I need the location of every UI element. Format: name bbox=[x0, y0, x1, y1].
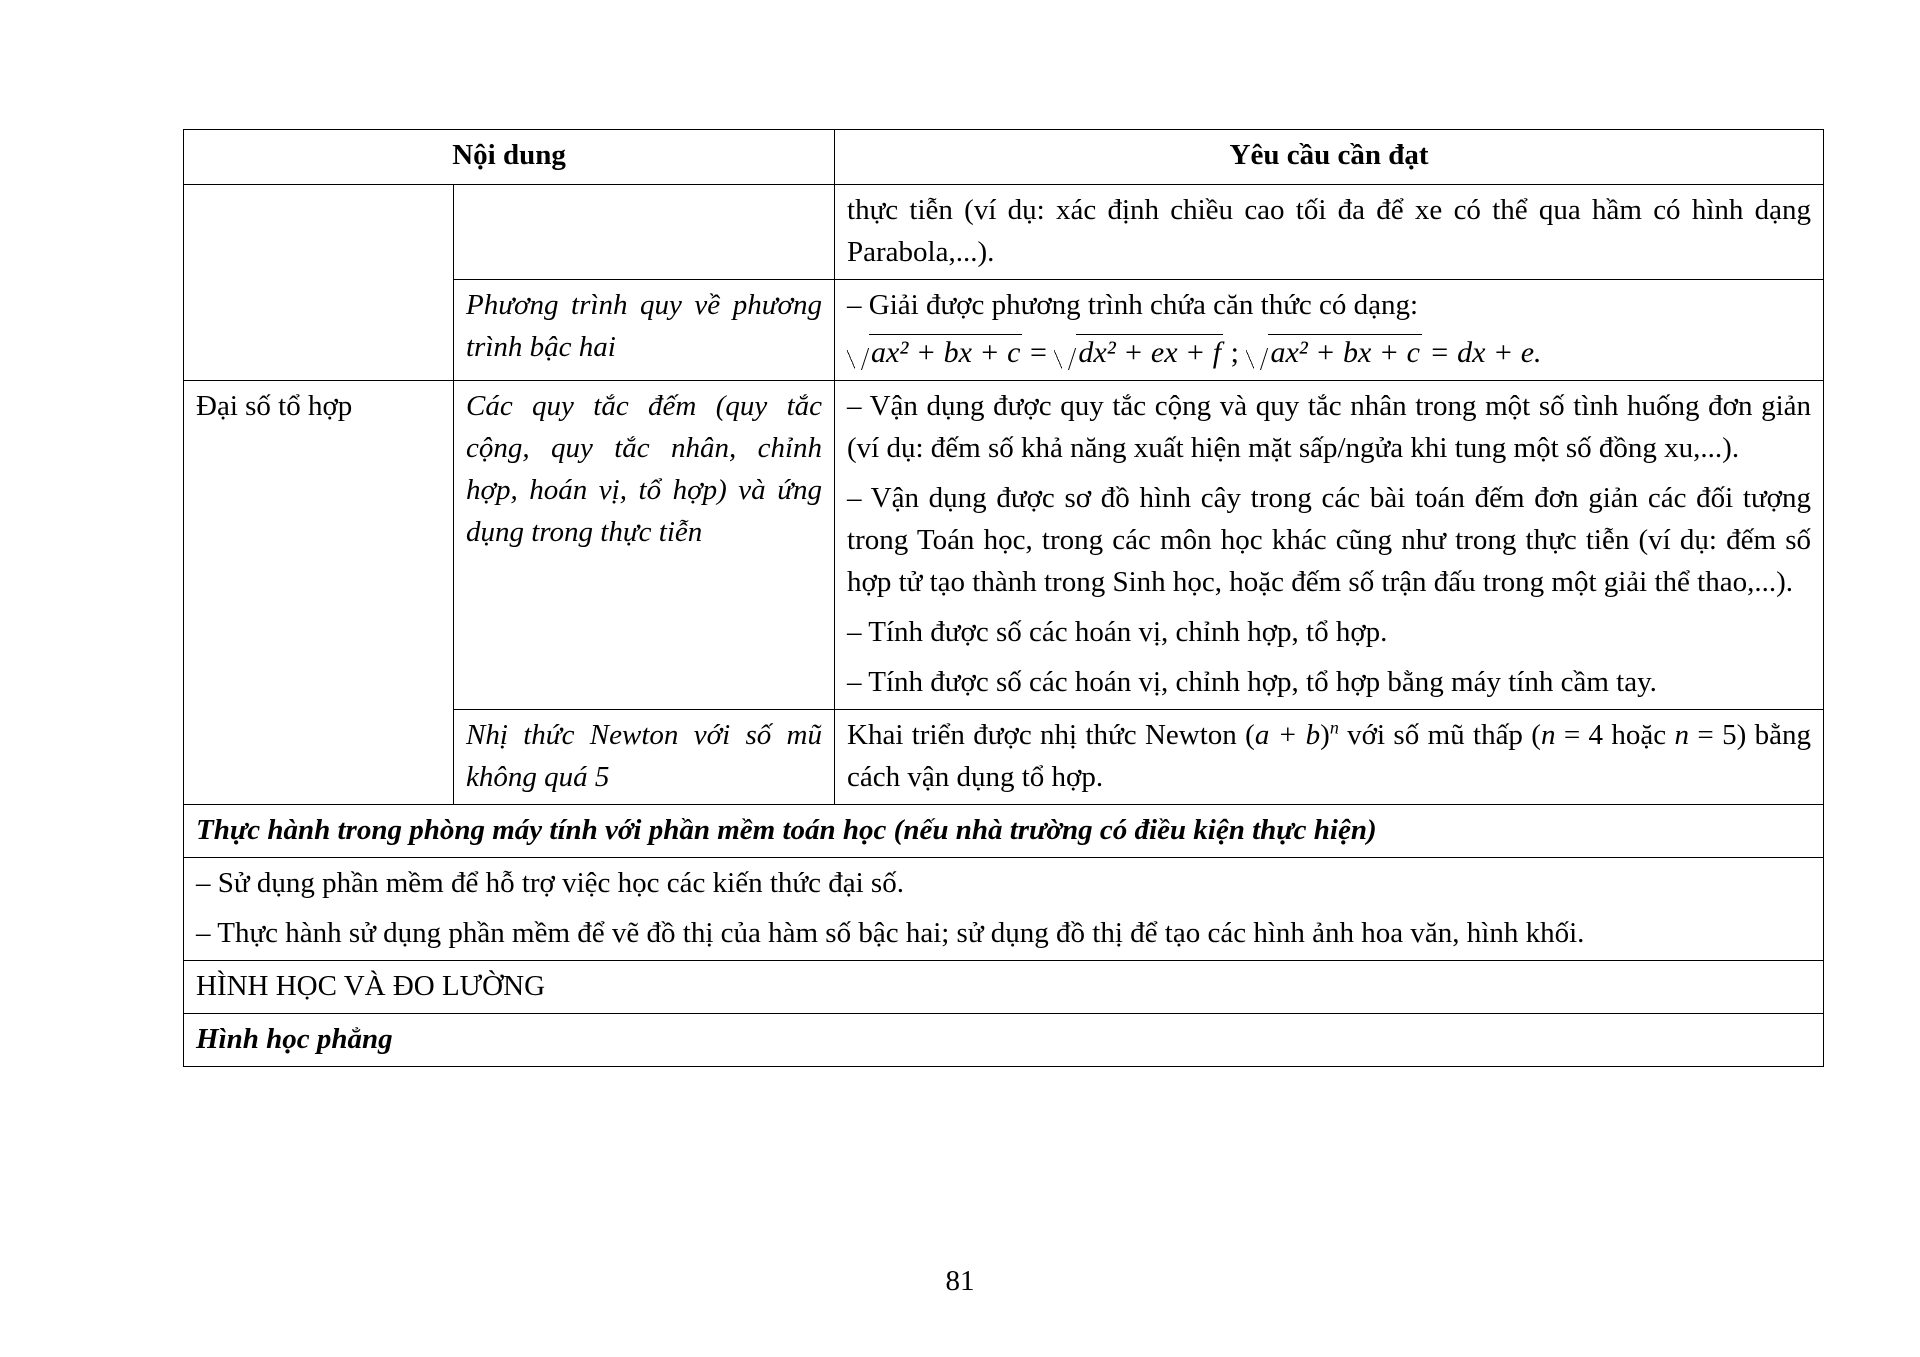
practice-items bbox=[184, 858, 1824, 961]
text-fragment: ) bbox=[1320, 719, 1330, 751]
table-row bbox=[184, 961, 1824, 1014]
radicand: dx² + ex + f bbox=[1078, 336, 1222, 369]
text-fragment: với số mũ thấp ( bbox=[1338, 719, 1541, 751]
radical-sign bbox=[847, 332, 1022, 374]
requirement-newton-binomial bbox=[835, 710, 1824, 805]
topic-quadratic-equation: Phương trình quy về phương trình bậc hai bbox=[454, 280, 835, 381]
radical-sign bbox=[1246, 332, 1421, 374]
requirement-item: – Vận dụng được quy tắc cộng và quy tắc nhân trong một số tình huống đơn giản (ví dụ: đếm số khả năng xuất hiện mặt sấp/ngửa khi tung một số đồng xu,...). bbox=[847, 390, 1812, 464]
requirement-quadratic-equation bbox=[835, 280, 1824, 381]
section-geometry: HÌNH HỌC VÀ ĐO LƯỜNG bbox=[184, 961, 1824, 1014]
requirement-counting-rules bbox=[835, 381, 1824, 710]
table-row bbox=[184, 381, 1824, 710]
math-expr: a + b bbox=[1254, 719, 1321, 751]
text-fragment: = 5) bằng cách vận dụng tổ hợp. bbox=[847, 719, 1812, 793]
requirement-item: – Vận dụng được sơ đồ hình cây trong các bài toán đếm đơn giản các đối tượng trong Toán học, trong các môn học khác cũng như trong thực tiễn (ví dụ: đếm số hợp tử tạo thành trong Sinh học, hoặc đếm số trận đấu trong một giải thể thao,...). bbox=[847, 482, 1812, 598]
math-var: n bbox=[1540, 719, 1556, 751]
header-content: Nội dung bbox=[184, 130, 835, 185]
text-fragment: = 4 hoặc bbox=[1555, 719, 1675, 751]
requirement-text: – Giải được phương trình chứa căn thức có dạng: bbox=[847, 289, 1419, 321]
text-fragment: Khai triển được nhị thức Newton ( bbox=[847, 719, 1255, 751]
table-row bbox=[184, 805, 1824, 858]
equals-sign: = bbox=[1029, 336, 1047, 369]
topic-cell-empty bbox=[454, 185, 835, 280]
requirement-item: – Tính được số các hoán vị, chỉnh hợp, tổ hợp. bbox=[847, 616, 1388, 648]
group-combinatorics: Đại số tổ hợp bbox=[184, 381, 454, 805]
subsection-plane-geometry: Hình học phẳng bbox=[184, 1014, 1824, 1067]
table-row bbox=[184, 1014, 1824, 1067]
table-row bbox=[184, 185, 1824, 280]
radicand: ax² + bx + c bbox=[871, 336, 1021, 369]
practice-title: Thực hành trong phòng máy tính với phần mềm toán học (nếu nhà trường có điều kiện thực hiện) bbox=[184, 805, 1824, 858]
formula-separator: ; bbox=[1230, 336, 1239, 369]
table-header-row bbox=[184, 130, 1824, 185]
topic-newton-binomial: Nhị thức Newton với số mũ không quá 5 bbox=[454, 710, 835, 805]
header-requirements: Yêu cầu cần đạt bbox=[835, 130, 1824, 185]
practice-item: – Thực hành sử dụng phần mềm để vẽ đồ thị của hàm số bậc hai; sử dụng đồ thị để tạo các hình ảnh hoa văn, hình khối. bbox=[196, 917, 1585, 949]
formula-rest: = dx + e. bbox=[1429, 336, 1542, 369]
radical-equation-formula bbox=[847, 332, 1811, 374]
requirement-continuation: thực tiễn (ví dụ: xác định chiều cao tối đa để xe có thể qua hầm có hình dạng Parabola,...). bbox=[835, 185, 1824, 280]
page-number: 81 bbox=[945, 1265, 975, 1297]
math-exponent: n bbox=[1329, 717, 1339, 738]
topic-counting-rules: Các quy tắc đếm (quy tắc cộng, quy tắc nhân, chỉnh hợp, hoán vị, tổ hợp) và ứng dụng trong thực tiễn bbox=[454, 381, 835, 710]
table-row bbox=[184, 858, 1824, 961]
group-cell-empty bbox=[184, 185, 454, 381]
radical-sign bbox=[1054, 332, 1223, 374]
math-var: n bbox=[1674, 719, 1690, 751]
requirement-item: – Tính được số các hoán vị, chỉnh hợp, tổ hợp bằng máy tính cầm tay. bbox=[847, 666, 1657, 698]
curriculum-table bbox=[183, 129, 1824, 1067]
radicand: ax² + bx + c bbox=[1270, 336, 1420, 369]
practice-item: – Sử dụng phần mềm để hỗ trợ việc học các kiến thức đại số. bbox=[196, 867, 904, 899]
